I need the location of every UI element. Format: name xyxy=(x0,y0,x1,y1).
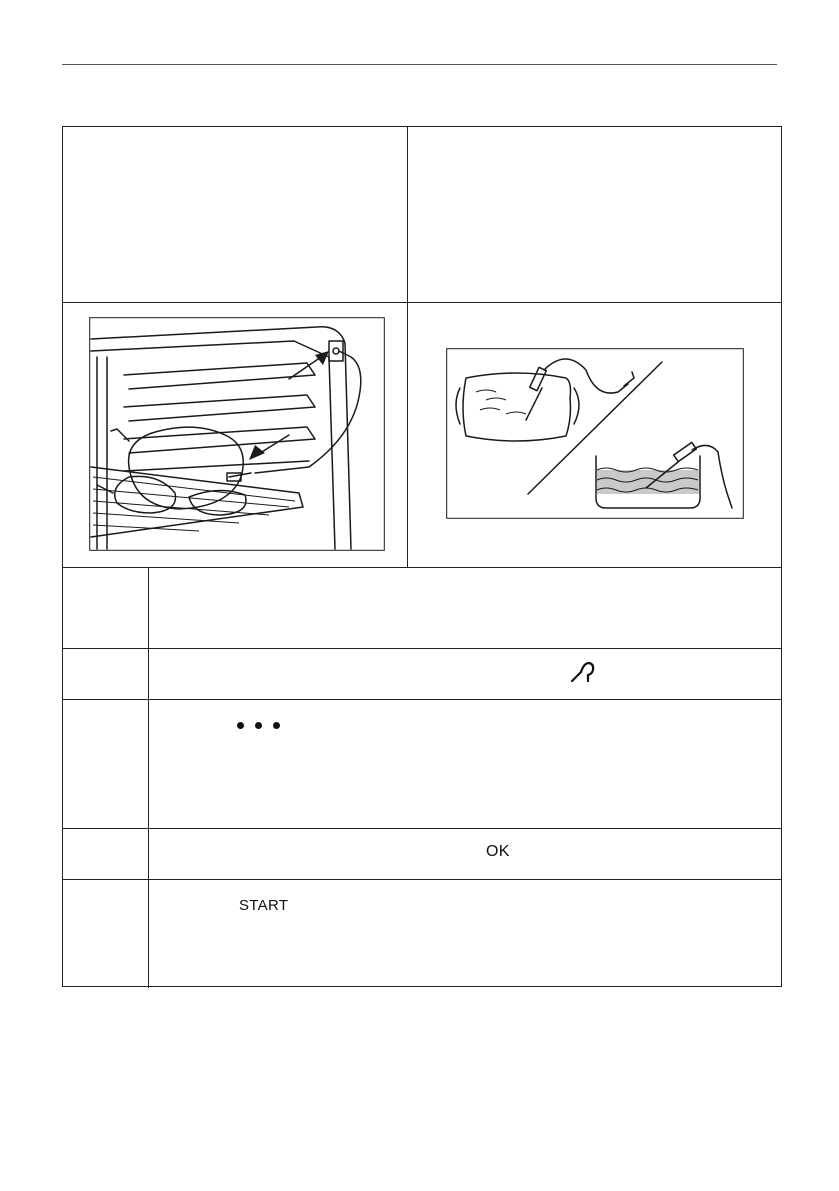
row-divider-1 xyxy=(63,302,781,303)
row-divider-3 xyxy=(63,648,781,649)
start-button-label: START xyxy=(239,897,289,914)
probe-symbol-icon xyxy=(568,659,596,685)
row-divider-5 xyxy=(63,828,781,829)
row-divider-6 xyxy=(63,879,781,880)
three-dots-icon xyxy=(237,722,283,730)
top-rule xyxy=(62,64,777,65)
row-divider-2 xyxy=(63,567,781,568)
oven-probe-illustration xyxy=(89,317,385,551)
ok-button-label: OK xyxy=(486,843,510,860)
dish-and-pot-illustration xyxy=(446,348,744,519)
row-divider-4 xyxy=(63,699,781,700)
step-column-divider xyxy=(148,567,149,988)
upper-column-divider xyxy=(407,127,408,567)
instruction-table xyxy=(62,126,782,987)
